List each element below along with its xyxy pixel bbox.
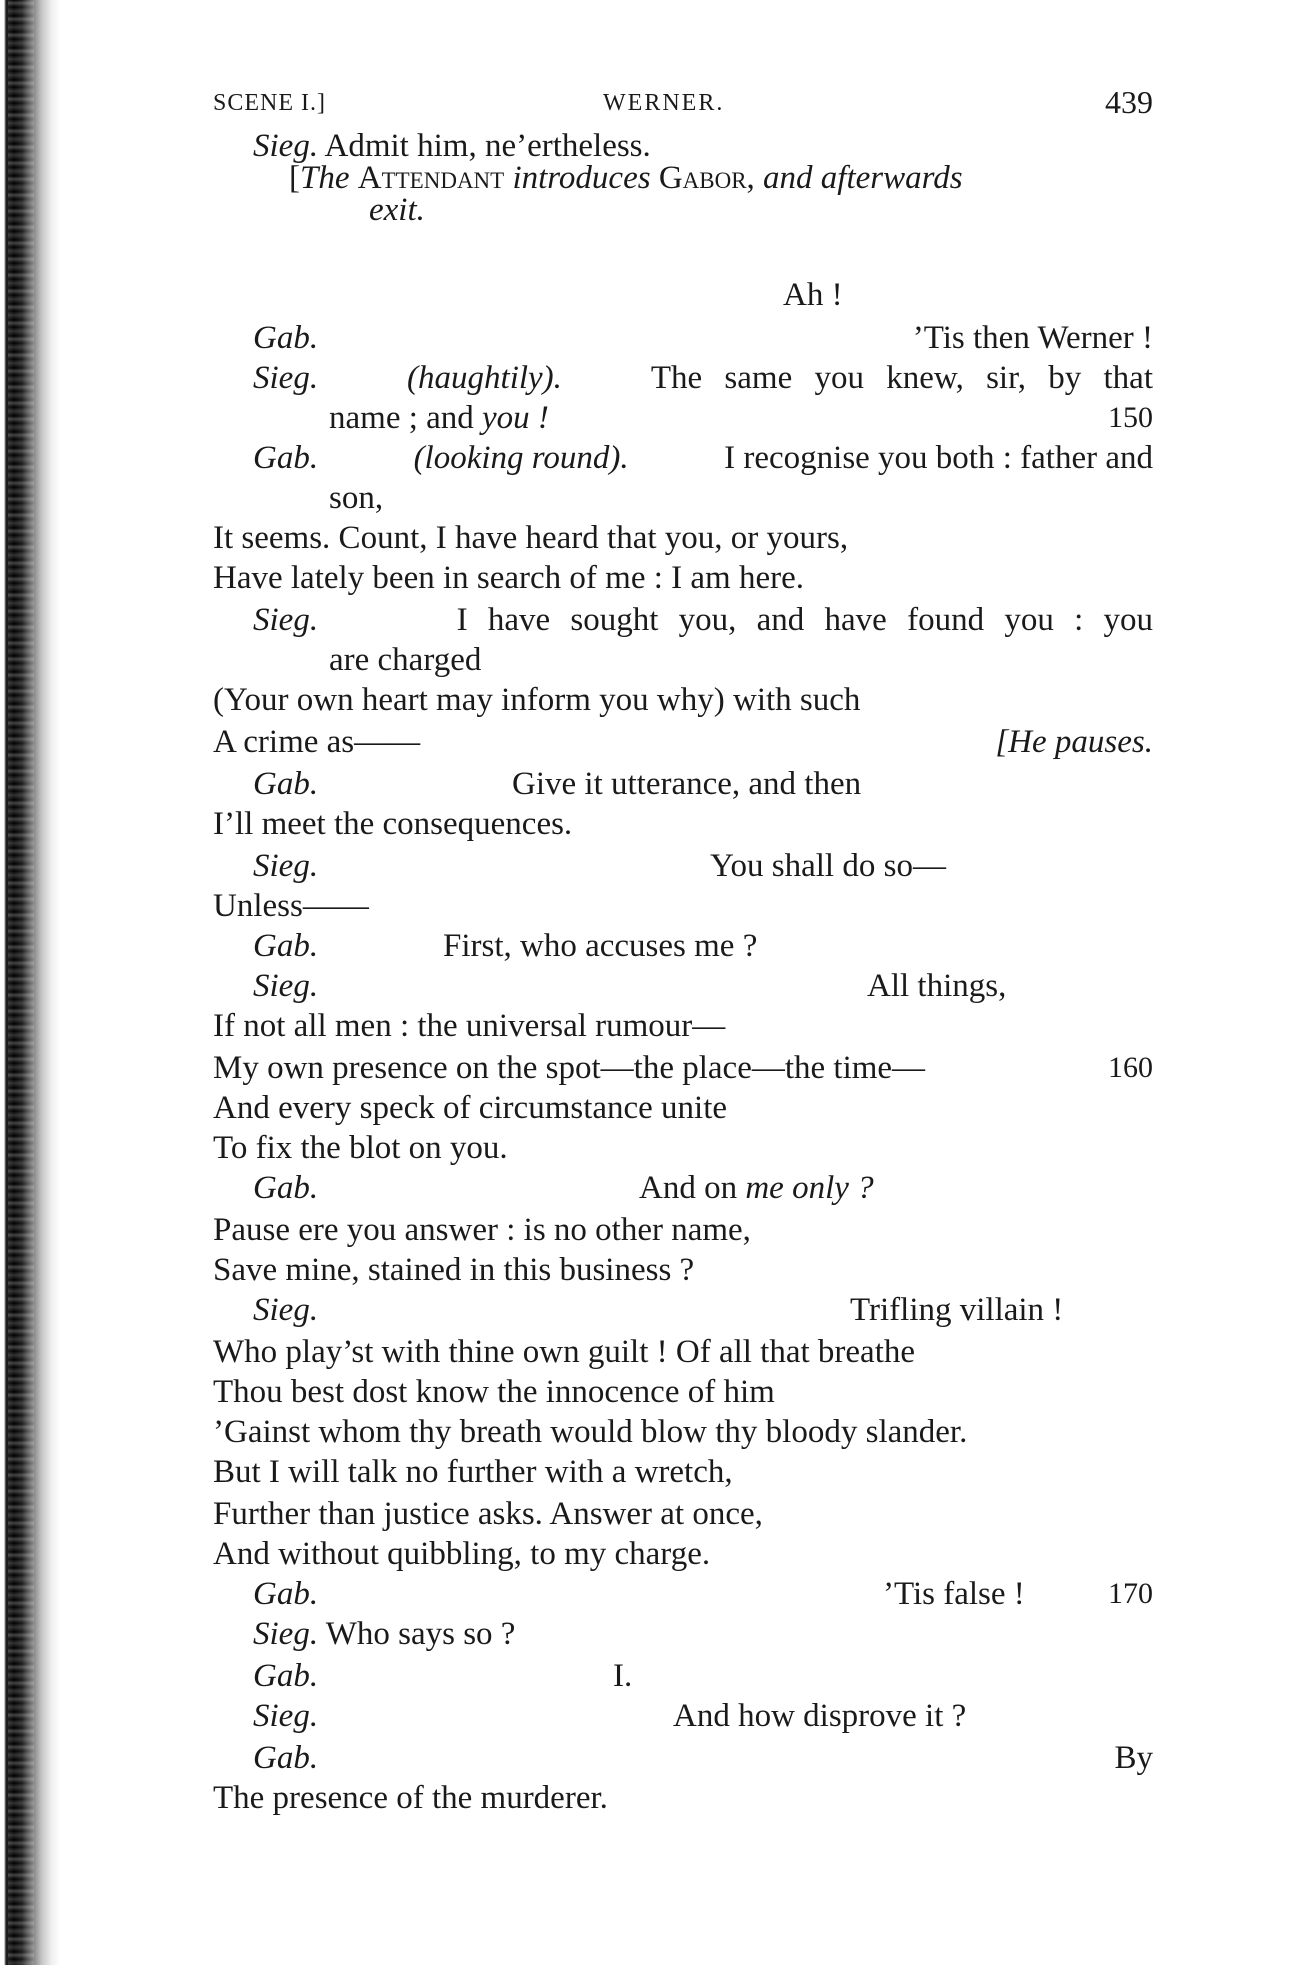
- speaker-label: Gab.: [253, 766, 319, 802]
- line-text: First, who accuses me ?: [443, 928, 758, 964]
- verse-line: [213, 1048, 1153, 1088]
- verse-line: [253, 1696, 1153, 1736]
- line-text: You shall do so—: [710, 848, 946, 884]
- line-text: All things,: [867, 968, 1007, 1004]
- speaker-label: Sieg.: [253, 128, 319, 164]
- scene-label: SCENE I.]: [213, 90, 326, 116]
- verse-line: Thou best dost know the innocence of him: [213, 1374, 775, 1410]
- verse-line: [253, 1738, 1153, 1778]
- speaker-label: Sieg.: [253, 848, 319, 884]
- line-number: 170: [1108, 1577, 1153, 1610]
- verse-line: [253, 438, 1153, 478]
- verse-line: The presence of the murderer.: [213, 1780, 608, 1816]
- stage-text: (looking round).: [413, 440, 629, 476]
- verse-line: [253, 358, 1153, 398]
- line-text: A crime as——: [213, 724, 421, 760]
- line-text: ’Tis then Werner !: [912, 320, 1153, 356]
- book-binding-edge: [0, 0, 60, 1965]
- stage-direction-cont: exit.: [369, 192, 425, 228]
- verse-line: [253, 1656, 1153, 1696]
- line-text-emphasis: me only ?: [745, 1170, 874, 1206]
- verse-line: son,: [329, 480, 384, 516]
- line-text: I have sought you, and have found you : you: [456, 602, 1153, 638]
- speaker-label: Gab.: [253, 1740, 319, 1776]
- line-text: Who says so ?: [325, 1616, 516, 1652]
- page-number: 439: [1105, 84, 1153, 120]
- line-text: By: [1114, 1740, 1153, 1776]
- speaker-label: Gab.: [253, 440, 319, 476]
- verse-line: [253, 764, 1153, 804]
- verse-line: [253, 1614, 515, 1654]
- verse-line: [253, 1168, 1153, 1208]
- line-text: Give it utterance, and then: [512, 766, 862, 802]
- verse-line: Further than justice asks. Answer at once,: [213, 1496, 763, 1532]
- stage-text: (haughtily).: [407, 360, 562, 396]
- verse-line: And every speck of circumstance unite: [213, 1090, 728, 1126]
- verse-line: But I will talk no further with a wretch,: [213, 1454, 733, 1490]
- verse-line: ’Gainst whom thy breath would blow thy bloody slander.: [213, 1414, 968, 1450]
- stage-text: introduces: [512, 160, 651, 196]
- speaker-label: Gab.: [253, 320, 319, 356]
- verse-line: [253, 1290, 1153, 1330]
- speaker-label: Sieg.: [253, 360, 319, 396]
- line-text: The same you knew, sir, by that: [650, 360, 1153, 396]
- line-text: And on: [639, 1170, 738, 1206]
- line-text: I recognise you both : father and: [724, 440, 1153, 476]
- speaker-label: Sieg.: [253, 968, 319, 1004]
- line-text: ’Tis false !: [883, 1576, 1025, 1612]
- verse-line: Have lately been in search of me : I am here.: [213, 560, 804, 596]
- speaker-label: Sieg.: [253, 1292, 319, 1328]
- character-name: Gabor,: [658, 160, 755, 196]
- verse-line: [253, 926, 1153, 966]
- verse-line: (Your own heart may inform you why) with such: [213, 682, 861, 718]
- line-text: My own presence on the spot—the place—the time—: [213, 1050, 926, 1086]
- speaker-label: Gab.: [253, 928, 319, 964]
- speaker-label: Sieg.: [253, 1698, 319, 1734]
- verse-line: [253, 600, 1153, 640]
- speaker-label: Sieg.: [253, 1616, 319, 1652]
- stage-direction: [He pauses.: [995, 724, 1153, 760]
- speaker-label: Sieg.: [253, 602, 319, 638]
- verse-line: Pause ere you answer : is no other name,: [213, 1212, 751, 1248]
- verse-line: Ah !: [783, 277, 843, 313]
- line-text-emphasis: you !: [482, 400, 549, 436]
- bracket: [: [289, 160, 300, 196]
- speaker-label: Gab.: [253, 1170, 319, 1206]
- verse-line: [329, 398, 1153, 438]
- stage-text: and afterwards: [763, 160, 963, 196]
- verse-line: are charged: [329, 642, 482, 678]
- line-text-group: [639, 1168, 874, 1208]
- line-number: 150: [1108, 401, 1153, 434]
- line-text: I.: [613, 1658, 633, 1694]
- verse-line: Unless——: [213, 888, 369, 924]
- verse-line: Save mine, stained in this business ?: [213, 1252, 695, 1288]
- speaker-label: Gab.: [253, 1576, 319, 1612]
- play-title: WERNER.: [603, 90, 725, 116]
- verse-line: [253, 846, 1153, 886]
- speaker-label: Gab.: [253, 1658, 319, 1694]
- verse-line: It seems. Count, I have heard that you, or yours,: [213, 520, 849, 556]
- line-text: name ; and: [329, 400, 474, 436]
- character-name: Attendant: [357, 160, 505, 196]
- verse-line: And without quibbling, to my charge.: [213, 1536, 711, 1572]
- verse-line: [253, 318, 1153, 358]
- line-text: And how disprove it ?: [673, 1698, 967, 1734]
- verse-line: Who play’st with thine own guilt ! Of all that breathe: [213, 1334, 916, 1370]
- verse-line: [253, 1574, 1153, 1614]
- verse-line: To fix the blot on you.: [213, 1130, 508, 1166]
- stage-text: The: [300, 160, 350, 196]
- line-text: Trifling villain !: [850, 1292, 1064, 1328]
- verse-line: I’ll meet the consequences.: [213, 806, 573, 842]
- verse-line: [213, 722, 1153, 762]
- line-number: 160: [1108, 1051, 1153, 1084]
- line-text: Admit him, ne’ertheless.: [324, 128, 651, 164]
- verse-line: [253, 966, 1153, 1006]
- verse-line: If not all men : the universal rumour—: [213, 1008, 726, 1044]
